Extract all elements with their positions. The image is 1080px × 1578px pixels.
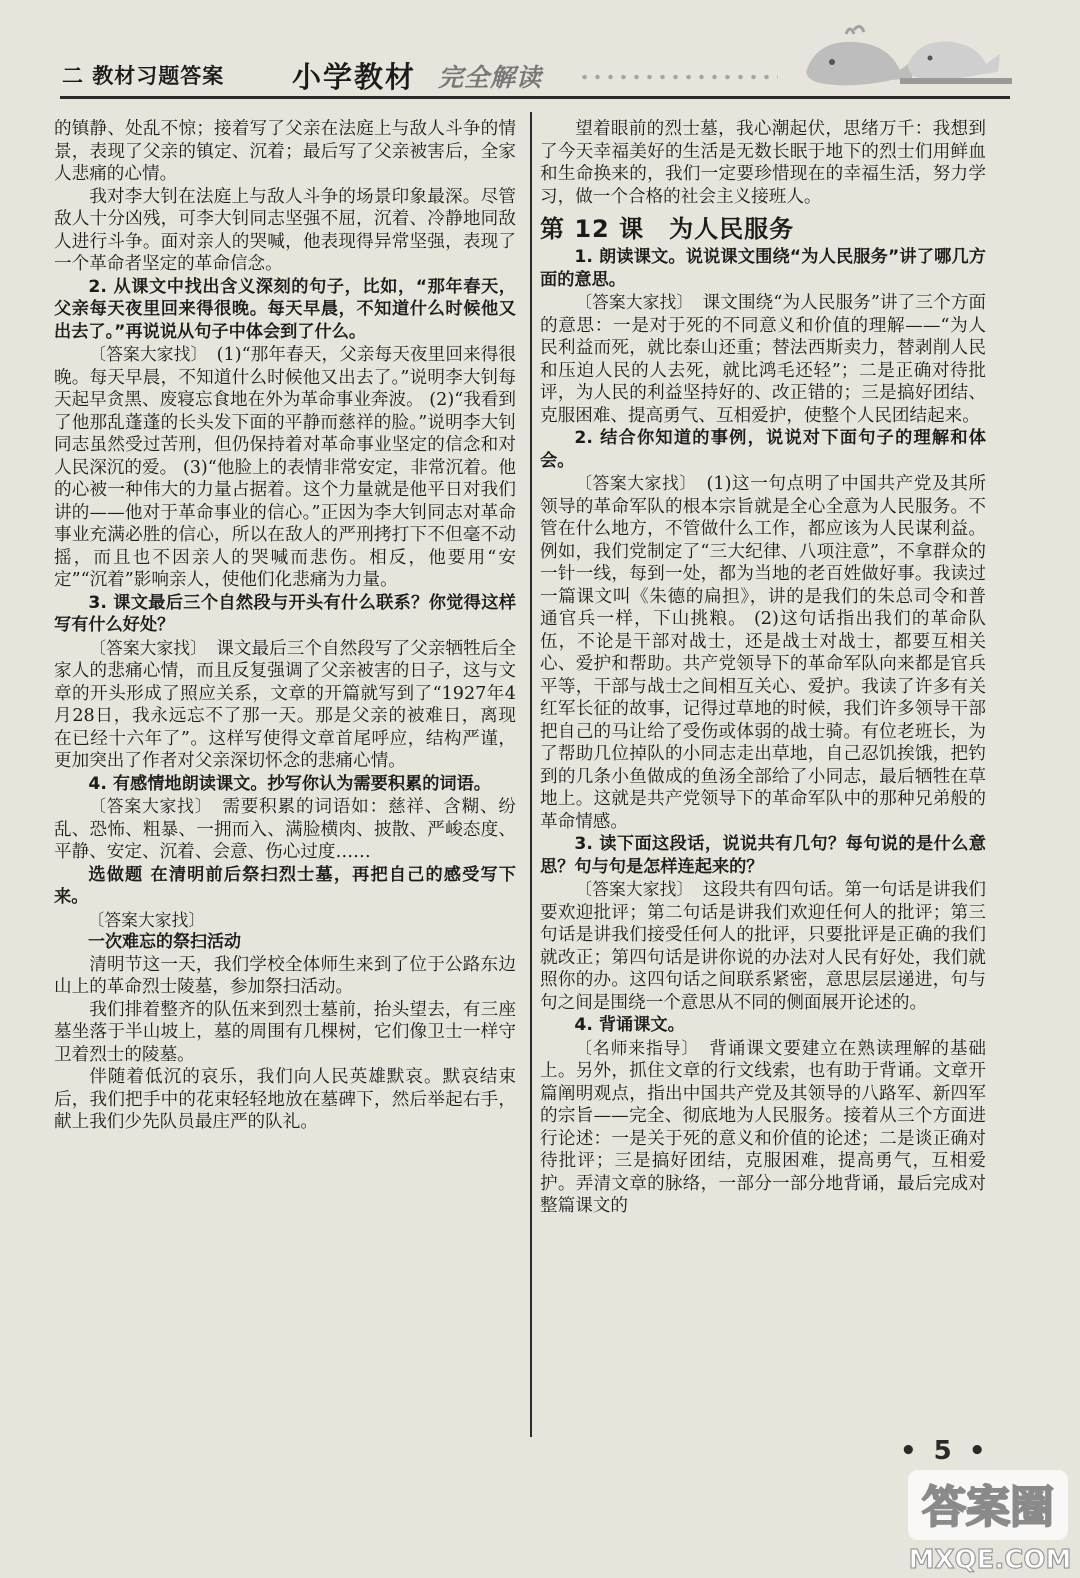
answer-text: (1)这一句点明了中国共产党及其所领导的革命军队的根本宗旨就是全心全意为人民服务。不管在什么地方，不管做什么工作，都应该为人民谋利益。例如，我们党制定了“三大纪律、八项注意”，不拿群众的一针一线，每到一处，都为当地的老百姓做好事。我读过一篇课文叫《朱德的扁担》，讲的是我们的朱总司令和普通官兵一样，下山挑粮。 (2)这句话指出我们的革命队伍，不论是干部对战士，还是战士对战士，都要互相关心、爱护和帮助。共产党领导下的革命军队向来都是官兵平等，干部与战士之间相互关心、爱护。我读了许多有关红军长征的故事，记得过草地的时候，我们许多领导干部把自己的马让给了受伤或体弱的战士骑。有位老班长，为了帮助几位掉队的小同志走出草地，自己忍饥挨饿，把钓到的几条小鱼做成的鱼汤全部给了小同志，最后牺牲在草地上。这就是共产党领导下的革命军队中的那种兄弟般的革命情感。 <box>540 474 986 832</box>
page-number: • 5 • <box>900 1436 990 1466</box>
question: 选做题 在清明前后祭扫烈士墓，再把自己的感受写下来。 <box>54 864 516 907</box>
question: 3. 读下面这段话，说说共有几句？每句说的是什么意思？句与句是怎样连起来的？ <box>540 834 986 877</box>
answer-text: 背诵课文要建立在熟读理解的基础上。另外，抓住文章的行文线索，也有助于背诵。文章开篇阐明观点，指出中国共产党及其领导的八路军、新四军的宗旨——完全、彻底地为人民服务。接着从三个方面进行论述：一是关于死的意义和价值的论述；二是谈正确对待批评；三是搞好团结，克服困难，提高勇气，互相爱护。弄清文章的脉络，一部分一部分地背诵，最后完成对整篇课文的 <box>540 1038 986 1216</box>
right-column <box>540 118 986 1218</box>
answer-paragraph <box>540 472 986 833</box>
essay-title: 一次难忘的祭扫活动 <box>88 932 241 952</box>
body-paragraph: 望着眼前的烈士墓，我心潮起伏，思绪万千：我想到了今天幸福美好的生活是无数长眠于地下的烈士们用鲜血和生命换来的，我们一定要珍惜现在的幸福生活，努力学习，做一个合格的社会主义接班人。 <box>540 119 986 207</box>
question: 2. 结合你知道的事例，说说对下面句子的理解和体会。 <box>540 428 986 471</box>
answer-label: 〔答案大家找〕 <box>89 637 199 658</box>
book-subtitle: 完全解读 <box>438 63 543 92</box>
answer-label: 〔答案大家找〕 <box>89 344 199 364</box>
watermark-url: MXQE.COM <box>908 1545 1072 1575</box>
answer-label: 〔答案大家找〕 <box>87 909 206 930</box>
answer-label: 〔答案大家找〕 <box>575 292 685 312</box>
answer-label: 〔答案大家找〕 <box>575 473 689 493</box>
body-paragraph: 伴随着低沉的哀乐，我们向人民英雄默哀。默哀结束后，我们把手中的花束轻轻地放在墓碑下，然后举起右手，献上我们少先队员最庄严的队礼。 <box>54 1067 516 1132</box>
column-divider <box>530 112 532 1437</box>
answer-text: (1)“那年春天，父亲每天夜里回来得很晚。每天早晨，不知道什么时候他又出去了。”说明李大钊每天起早贪黑、废寝忘食地在外为革命事业奔波。 (2)“我看到了他那乱蓬蓬的长头发下面的平静而慈祥的脸。”说明李大钊同志虽然受过苦刑，但仍保持着对革命事业坚定的信念和对人民深沉的爱。 (3)“他脸上的表情非常安定，非常沉着。他的心被一种伟大的力量占据着。这个力量就是他平日对我们讲的——他对于革命事业的信心。”正因为李大钊同志对革命事业充满必胜的信心，所以在敌人的严刑拷打下不但毫不动摇，而且也不因亲人的哭喊而悲伤。相反，他要用“安定”“沉着”影响亲人，使他们化悲痛为力量。 <box>54 345 516 590</box>
answer-paragraph <box>54 343 516 592</box>
answer-paragraph <box>54 795 516 864</box>
page-header <box>0 0 1080 100</box>
whale-icon <box>796 22 1016 94</box>
answer-paragraph <box>540 291 986 427</box>
watermark-text: 答案圈 <box>922 1482 1054 1533</box>
question: 2. 从课文中找出含义深刻的句子，比如，“那年春天，父亲每天夜里回来得很晚。每天早晨，不知道什么时候他又出去了。”再说说从句子中体会到了什么。 <box>54 276 516 342</box>
answer-paragraph <box>540 878 986 1014</box>
body-paragraph: 我对李大钊在法庭上与敌人斗争的场景印象最深。尽管敌人十分凶残，可李大钊同志坚强不屈，沉着、冷静地同敌人进行斗争。面对亲人的哭喊，他表现得异常坚强，表现了一个革命者坚定的革命信念。 <box>54 186 516 274</box>
body-paragraph: 清明节这一天，我们学校全体师生来到了位于公路东边山上的革命烈士陵墓，参加祭扫活动。 <box>54 954 516 997</box>
book-title: 小学教材 <box>292 60 417 94</box>
answer-text: 课文围绕“为人民服务”讲了三个方面的意思：一是对于死的不同意义和价值的理解——“为人民利益而死，就比泰山还重；替法西斯卖力，替剥削人民和压迫人民的人去死，就比鸿毛还轻”；二是正确对待批评，为人民的利益坚持好的、改正错的；三是搞好团结、克服困难、提高勇气、互相爱护，使整个人民团结起来。 <box>540 293 986 426</box>
header-dots-decoration <box>578 74 778 80</box>
answer-text: 课文最后三个自然段写了父亲牺牲后全家人的悲痛心情，而且反复强调了父亲被害的日子，这与文章的开头形成了照应关系，文章的开篇就写到了“1927年4月28日，我永远忘不了那一天。那是父亲的被难日，离现在已经十六年了”。这样写使得文章首尾呼应，结构严谨，更加突出了作者对父亲深切怀念的悲痛心情。 <box>54 638 516 771</box>
lesson-title: 第 12 课 为人民服务 <box>540 215 795 243</box>
watermark-logo <box>858 1462 1078 1578</box>
body-paragraph: 我们排着整齐的队伍来到烈士墓前，抬头望去，有三座墓坐落于半山坡上，墓的周围有几棵树，它们像卫士一样守卫着烈士的陵墓。 <box>54 999 516 1065</box>
header-rule <box>60 96 1010 99</box>
answer-label: 〔答案大家找〕 <box>575 879 686 899</box>
answer-label: 〔名师来指导〕 <box>575 1037 691 1058</box>
question: 4. 背诵课文。 <box>574 1015 685 1035</box>
left-column <box>54 118 516 1134</box>
body-paragraph: 的镇静、处乱不惊；接着写了父亲在法庭上与敌人斗争的情景，表现了父亲的镇定、沉着；最后写了父亲被害后，全家人悲痛的心情。 <box>54 119 516 184</box>
question: 3. 课文最后三个自然段与开头有什么联系？你觉得这样写有什么好处？ <box>54 592 516 635</box>
answer-paragraph <box>540 1037 986 1218</box>
answer-label: 〔答案大家找〕 <box>89 796 204 816</box>
question: 4. 有感情地朗读课文。抄写你认为需要积累的词语。 <box>88 773 491 794</box>
answer-text: 需要积累的词语如：慈祥、含糊、纷乱、恐怖、粗暴、一拥而入、满脸横肉、披散、严峻态度、平静、安定、沉着、会意、伤心过度…… <box>54 797 516 862</box>
chapter-label: 二 教材习题答案 <box>62 64 225 88</box>
answer-text: 这段共有四句话。第一句话是讲我们要欢迎批评；第二句话是讲我们欢迎任何人的批评；第三句话是讲我们接受任何人的批评，只要批评是正确的我们就改正；第四句话是讲你说的办法对人民有好处，我们就照你的办。这四句话之间联系紧密，意思层层递进，句与句之间是围绕一个意思从不同的侧面展开论述的。 <box>540 880 986 1013</box>
question: 1. 朗读课文。说说课文围绕“为人民服务”讲了哪几方面的意思。 <box>540 247 986 290</box>
answer-paragraph <box>54 637 516 773</box>
